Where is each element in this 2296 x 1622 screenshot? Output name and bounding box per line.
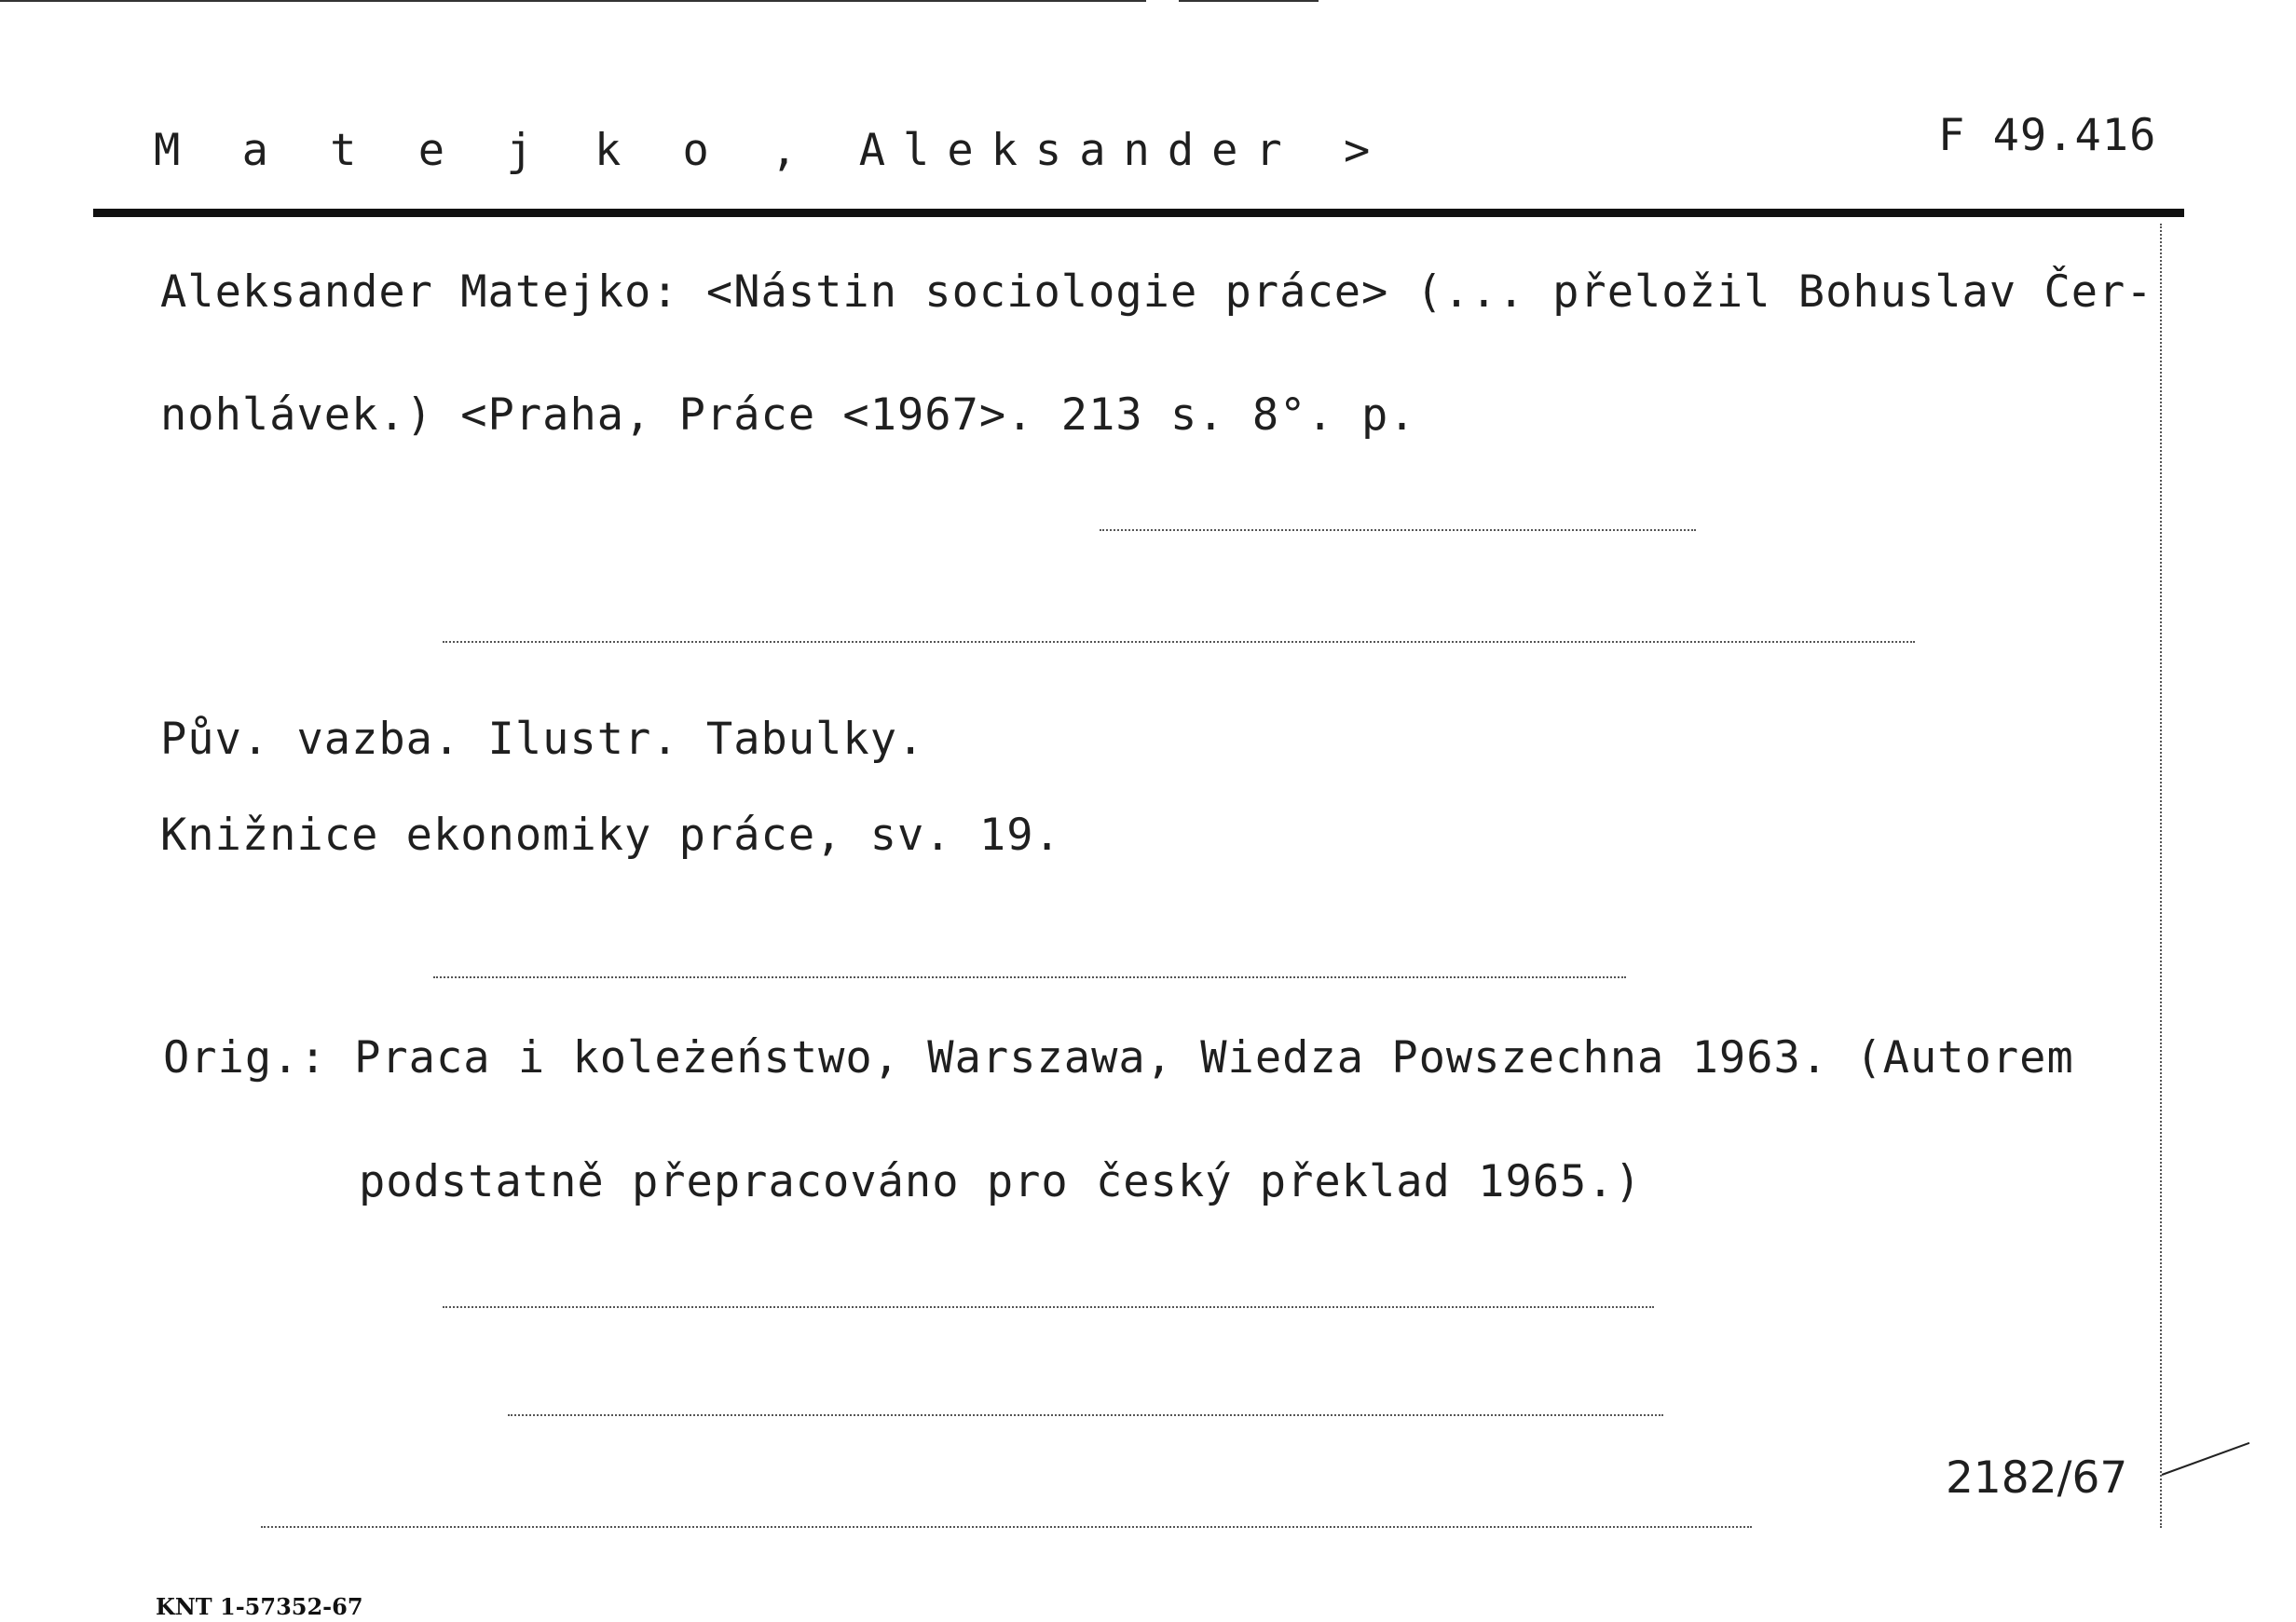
ruled-line-3 xyxy=(433,976,1626,980)
heading-rule xyxy=(93,209,2184,217)
right-margin-dots xyxy=(2160,224,2164,1528)
ruled-line-2 xyxy=(443,641,1915,645)
note-series: Knižnice ekonomiky práce, sv. 19. xyxy=(160,810,1061,861)
ruled-line-4 xyxy=(443,1306,1654,1310)
ruled-line-6 xyxy=(261,1526,1752,1530)
heading-name: M a t e j k o , Aleksander > xyxy=(154,125,1388,176)
accession-number: 2182/67 xyxy=(1946,1452,2128,1504)
top-edge-line-short xyxy=(1179,0,1319,2)
printer-mark: KNT 1-57352-67 xyxy=(156,1593,363,1620)
call-number: F 49.416 xyxy=(1938,110,2157,161)
ruled-line-5 xyxy=(508,1414,1663,1418)
handwritten-stroke xyxy=(2162,1442,2250,1476)
original-edition-line-1: Orig.: Praca i koleżeństwo, Warszawa, Wiedza Powszechna 1963. (Autorem xyxy=(163,1032,2074,1084)
citation-line-2: nohlávek.) <Praha, Práce <1967>. 213 s. 8°. p. xyxy=(160,389,1416,441)
original-edition-line-2: podstatně přepracováno pro český překlad 1965.) xyxy=(359,1156,1642,1207)
ruled-line-1 xyxy=(1100,529,1696,533)
top-edge-line xyxy=(0,0,1146,2)
citation-line-1: Aleksander Matejko: <Nástin sociologie práce> (... přeložil Bohuslav Čer- xyxy=(160,266,2153,318)
note-binding: Pův. vazba. Ilustr. Tabulky. xyxy=(160,714,925,765)
